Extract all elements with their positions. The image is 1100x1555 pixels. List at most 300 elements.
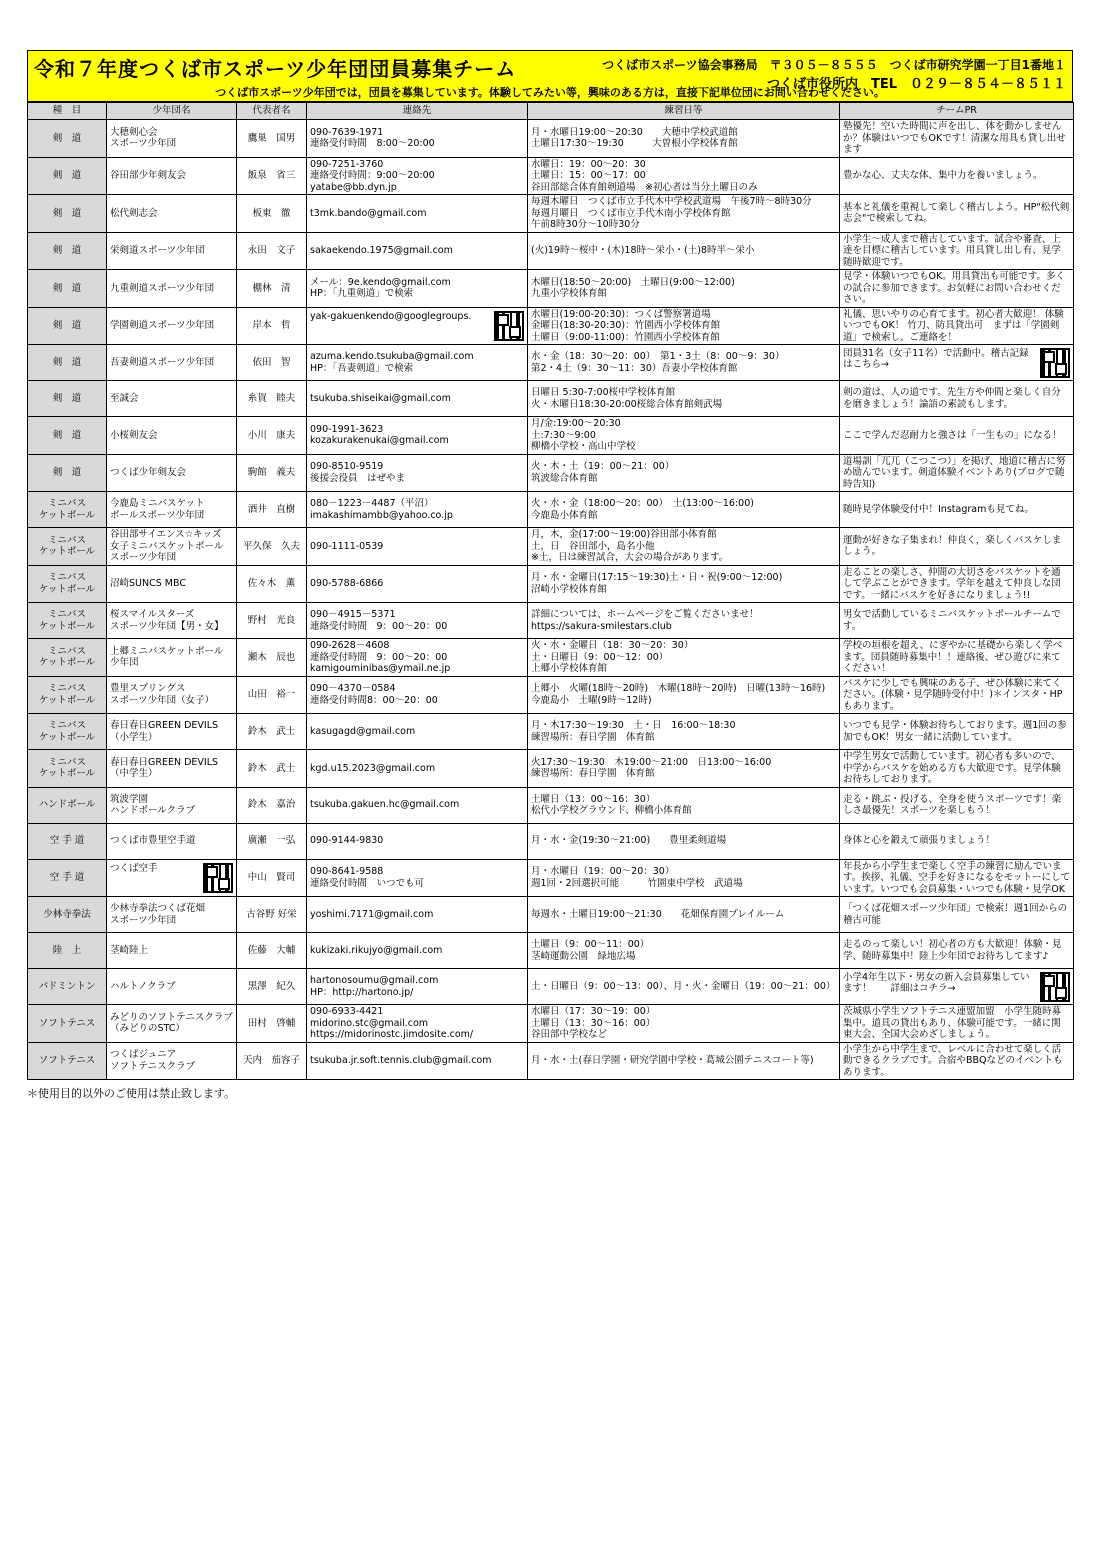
pr-cell [840,1005,1074,1043]
practice-cell [528,232,840,270]
qr-code-icon[interactable] [203,863,233,893]
rep-name: 鷹巣 国男 [247,132,296,144]
contact-cell [307,859,528,897]
contact-line: kgd.u15.2023@gmail.com [310,762,436,774]
pr-cell [840,1042,1074,1080]
table-row [28,933,1074,969]
contact-cell [307,823,528,859]
rep-name: 駒館 義夫 [247,467,296,478]
practice-cell [528,307,840,345]
contact-cell [307,897,528,933]
pr-cell [840,528,1074,566]
contact-line: yoshimi.7171@gmail.com [310,908,434,920]
pr-cell [840,897,1074,933]
rep-name: 酒井 直樹 [247,503,296,515]
table-row [28,823,1074,859]
practice-line: 土曜日：15：00～17：00 [531,170,646,181]
sport-cell [28,270,107,308]
team-name: ハルトノクラブ [110,980,176,992]
sport-label: 空 手 道 [49,872,85,883]
pr-cell [840,676,1074,714]
sport-label: ミニバス [47,683,86,695]
sport-cell [28,492,107,528]
sport-label: 剣 道 [52,132,82,144]
sport-cell [28,528,107,566]
table-row [28,157,1074,195]
rep-name: 鈴木 武士 [247,762,296,774]
sport-label: ミニバス [47,720,86,731]
rep-name: 平久保 久夫 [242,540,300,552]
contact-cell [307,345,528,381]
practice-cell [528,195,840,233]
pr-text: 中学生男女で活動しています。初心者も多いので、中学からバスケを始める方も大歓迎です。見学体験お待ちしております。 [843,751,1061,785]
contact-cell [307,195,528,233]
contact-cell [307,1005,528,1043]
pr-text: いつでも見学・体験お待ちしております。週1回の参加でもOK！男女一緒に活動しています。 [843,720,1067,743]
team-name: スポーツ少年団【男・女】 [110,620,224,632]
rep-name: 廣瀬 一弘 [247,835,296,847]
contact-cell [307,787,528,823]
table-row [28,345,1074,381]
contact-line: 080－1223－4487（平沼） [310,498,434,509]
practice-line: 月/金:19:00～20:30 [531,418,621,429]
practice-line: 上郷小 火曜(18時～20時) 木曜(18時～20時) 日曜(13時～16時) [531,683,826,695]
contact-line: 090-7251-3760 [310,158,384,170]
team-name: 栄剣道スポーツ少年団 [110,245,205,256]
team-cell [107,897,237,933]
rep-name: 古谷野 好栄 [246,908,297,920]
rep-cell [237,933,307,969]
team-name: 筑波学園 [110,793,149,805]
pr-cell [840,195,1074,233]
team-name: みどりのソフトテニスクラブ [110,1011,233,1023]
rep-name: 鈴木 武士 [247,725,296,737]
rep-cell [237,565,307,603]
contact-cell [307,270,528,308]
team-cell [107,603,237,639]
pr-cell [840,565,1074,603]
practice-line: 土，日 谷田部小，島名小他 [531,540,655,552]
team-name: スポーツ少年団（女子） [110,694,215,706]
sport-cell [28,750,107,788]
sport-label: 剣 道 [52,282,82,294]
sport-label: 剣 道 [52,392,82,404]
office-address: つくば市スポーツ協会事務局 〒３０５－８５５５ つくば市研究学園一丁目1番地１ [602,58,1066,72]
sport-label: ミニバス [47,572,86,584]
contact-cell [307,750,528,788]
team-cell [107,1042,237,1080]
pr-text: 剣の道は、人の道です。先生方や仲間と楽しく自分を磨きましょう！論語の素読もします。 [843,387,1061,410]
contact-line: kozakurakenukai@gmail.com [310,435,449,447]
sport-label: ケットボール [38,768,96,780]
pr-text: 小学生から中学生まで、レベルに合わせて楽しく活動できるクラブです。合宿やBBQなどのイベントもあります。 [843,1043,1063,1078]
practice-line: 月・水・金曜日(17:15～19:30)土・日・祝(9:00～12:00) [531,572,783,584]
contact-line: yak-gakuenkendo@googlegroups. [310,310,472,322]
practice-cell [528,492,840,528]
practice-line: 今鹿島小 土曜(9時～12時) [531,694,652,706]
col-header-sport: 種 目 [28,103,107,120]
sport-label: ケットボール [38,509,96,521]
col-header-practice: 練習日等 [528,103,840,120]
sport-label: ケットボール [38,546,96,558]
contact-line: kamigouminibas@ymail.ne.jp [310,663,451,674]
rep-cell [237,1005,307,1043]
sport-label: 剣 道 [52,356,82,368]
rep-name: 野村 光良 [247,614,296,626]
team-name: 茎崎陸上 [110,944,149,956]
practice-line: 日曜日 5:30-7:00桜中学校体育館 [531,387,676,398]
team-cell [107,859,237,897]
team-cell [107,969,237,1005]
practice-line: 土曜日（13：30～16：00） [531,1017,656,1029]
contact-cell [307,676,528,714]
practice-line: 月・水・土(春日学園・研究学園中学校・葛城公園テニスコート等) [531,1055,814,1066]
pr-text: バスケに少しでも興味のある子、ぜひ体験に来てください。(体験・見学随時受付中！)＊インスタ・HPもあります。 [843,677,1063,712]
pr-cell [840,492,1074,528]
contact-line: tsukuba.gakuen.hc@gmail.com [310,799,460,811]
contact-line: 090-8510-9519 [310,461,384,473]
team-cell [107,381,237,417]
contact-cell [307,157,528,195]
pr-cell [840,750,1074,788]
team-name: 春日春日GREEN DEVILS [110,756,219,768]
rep-cell [237,270,307,308]
pr-text: 運動が好きな子集まれ！仲良く，楽しくバスケしましょう。 [843,534,1062,558]
sport-cell [28,714,107,750]
practice-cell [528,417,840,455]
contact-cell [307,714,528,750]
sport-cell [28,157,107,195]
team-name: （中学生） [110,768,158,780]
practice-line: 沼崎小学校体育館 [531,583,608,595]
practice-line: 谷田部中学校など [531,1029,608,1040]
team-cell [107,120,237,158]
team-cell [107,195,237,233]
team-name: 谷田部サイエンス☆キッズ [110,529,222,540]
team-name: 今鹿島ミニバスケット [110,498,205,509]
practice-line: 月・水曜日19:00～20:30 大穂中学校武道館 [531,126,738,138]
practice-cell [528,823,840,859]
recruitment-sheet [27,50,1073,1080]
contact-cell [307,492,528,528]
team-name: つくばジュニア [110,1049,177,1061]
page-title: 令和７年度つくば市スポーツ少年団団員募集チーム [34,57,517,81]
team-table [27,102,1074,1080]
pr-cell [840,823,1074,859]
pr-cell [840,933,1074,969]
team-name: つくば空手 [110,862,158,874]
team-cell [107,1005,237,1043]
team-cell [107,492,237,528]
pr-text: 随時見学体験受付中！Instagramも見てね。 [843,503,1034,515]
rep-cell [237,969,307,1005]
rep-cell [237,454,307,492]
team-name: スポーツ少年団 [110,914,177,926]
team-name: 女子ミニバスケットボール [110,540,224,552]
sport-cell [28,823,107,859]
sport-cell [28,787,107,823]
contact-line: 連絡受付時間：9:00～20:00 [310,170,435,181]
team-name: ハンドボールクラブ [110,805,196,816]
team-name: スポーツ少年団 [110,552,177,563]
col-header-rep: 代表者名 [237,103,307,120]
team-cell [107,528,237,566]
rep-cell [237,1042,307,1080]
practice-cell [528,454,840,492]
rep-name: 佐々木 薫 [247,578,296,589]
team-name: 至誠会 [110,392,139,404]
team-cell [107,232,237,270]
team-cell [107,454,237,492]
contact-line: t3mk.bando@gmail.com [310,207,427,219]
team-cell [107,933,237,969]
pr-text: 小学生～成人まで稽古しています。試合や審査、上達を目標に稽古しています。用具貸し出し有、見学随時歓迎です。 [843,233,1061,268]
sport-label: 剣 道 [52,429,82,441]
practice-cell [528,933,840,969]
sport-cell [28,603,107,639]
contact-line: tsukuba.jr.soft.tennis.club@gmail.com [310,1055,492,1066]
practice-line: ※土，日は練習試合，大会の場合があります。 [531,552,729,563]
rep-cell [237,897,307,933]
practice-line: 火・水・金曜日（18：30～20：30） [531,640,694,651]
team-name: スポーツ少年団 [110,138,177,150]
practice-line: 土曜日17:30～19:30 大曽根小学校体育館 [531,138,738,150]
contact-line: 後援会役員 はぜやま [310,472,406,484]
table-row [28,232,1074,270]
sport-cell [28,565,107,603]
table-row [28,1005,1074,1043]
sport-label: 剣 道 [52,320,82,331]
pr-cell [840,120,1074,158]
practice-line: 午前8時30分～10時30分 [531,219,640,230]
table-row [28,565,1074,603]
pr-text: 豊かな心、丈夫な体、集中力を養いましょう。 [843,170,1043,181]
qr-code-icon[interactable] [1040,348,1070,378]
contact-line: 連絡受付時間8：00～20：00 [310,694,438,706]
contact-cell [307,639,528,677]
recruit-notice: つくば市スポーツ少年団では，団員を募集しています。体験してみたい等，興味のある方は，直接下記単位団にお問い合わせください。 [215,86,885,99]
contact-cell [307,528,528,566]
rep-cell [237,676,307,714]
contact-line: 連絡受付時間 9：00～20：00 [310,620,448,632]
team-cell [107,823,237,859]
team-cell [107,714,237,750]
sport-cell [28,417,107,455]
team-cell [107,345,237,381]
contact-cell [307,417,528,455]
practice-line: https://sakura-smilestars.club [531,620,672,632]
practice-line: 土・日曜日（9：00～13：00）、月・火・金曜日（19：00～21：00） [531,980,836,992]
qr-code-icon[interactable] [494,311,524,341]
rep-name: 岸本 哲 [252,320,291,331]
rep-name: 棚林 清 [252,282,291,294]
contact-cell [307,969,528,1005]
practice-line: 松代小学校グラウンド、柳橋小体育館 [531,805,692,816]
team-name: 小桜剣友会 [110,429,158,441]
sport-label: ミニバス [47,756,86,768]
contact-line: HP：http://hartono.jp/ [310,986,414,998]
practice-line: 土曜日（13：00～16：30） [531,793,656,805]
team-cell [107,307,237,345]
practice-cell [528,787,840,823]
sport-label: ソフトテニス [38,1017,96,1029]
team-name: 桜スマイルスターズ [110,609,195,620]
practice-line: 毎週木曜日 つくば市立手代木中学校武道場 午後7時～8時30分 [531,196,812,207]
table-row [28,381,1074,417]
practice-line: 金曜日(18:30-20:30)：竹園西小学校体育館 [531,320,721,331]
rep-cell [237,195,307,233]
team-name: 春日春日GREEN DEVILS [110,720,219,731]
table-row [28,1042,1074,1080]
team-name: 松代剣志会 [110,207,158,219]
pr-cell [840,345,1074,381]
sport-cell [28,897,107,933]
contact-line: 090－4370－0584 [310,683,396,695]
sport-label: 剣 道 [52,467,82,478]
contact-line: imakashimambb@yahoo.co.jp [310,509,453,521]
rep-cell [237,750,307,788]
table-row [28,969,1074,1005]
table-row [28,750,1074,788]
team-name: 少年団 [110,657,139,669]
rep-cell [237,120,307,158]
practice-line: 今鹿島小体育館 [531,509,598,521]
practice-line: 第2・4土（9：30～11：30）吾妻小学校体育館 [531,362,738,374]
practice-line: 毎週月曜日 つくば市立手代木南小学校体育館 [531,207,731,219]
sport-cell [28,933,107,969]
contact-cell [307,603,528,639]
contact-line: yatabe@bb.dyn.jp [310,181,397,193]
practice-line: (火)19時～桜中・(木)18時～栄小・(土)8時半～栄小 [531,245,755,256]
table-row [28,120,1074,158]
practice-line: 九重小学校体育館 [531,288,608,300]
pr-cell [840,381,1074,417]
team-cell [107,417,237,455]
practice-cell [528,639,840,677]
pr-cell [840,603,1074,639]
table-header-row [28,103,1074,120]
sport-cell [28,1005,107,1043]
practice-cell [528,603,840,639]
contact-line: メール：9e.kendo@gmail.com [310,276,451,288]
sport-label: 陸 上 [52,944,82,956]
contact-cell [307,307,528,345]
col-header-contact: 連絡先 [307,103,528,120]
practice-line: 柳橋小学校・高山中学校 [531,441,636,452]
pr-cell [840,157,1074,195]
pr-text: 身体と心を鍛えて頑張りましょう！ [843,835,996,847]
practice-line: 毎週水・土曜日19:00～21:30 花畑保育園プレイルーム [531,908,785,920]
team-name: つくば少年剣友会 [110,467,187,478]
sport-label: ミニバス [47,609,86,620]
contact-line: HP：「九重剣道」で検索 [310,288,414,300]
team-name: （みどりのSTC） [110,1023,185,1035]
sport-cell [28,307,107,345]
rep-cell [237,823,307,859]
team-cell [107,639,237,677]
rep-cell [237,859,307,897]
pr-cell [840,232,1074,270]
contact-line: 090-9144-9830 [310,835,384,847]
team-name: ボールスポーツ少年団 [110,509,205,521]
sport-label: 剣 道 [52,170,82,181]
col-header-pr: チームPR [840,103,1074,120]
contact-cell [307,381,528,417]
contact-line: 090-1111-0539 [310,540,384,552]
pr-text: 走るのって楽しい！初心者の方も大歓迎！体験・見学、随時募集中！陸上少年団でお待ちしてます♪ [843,939,1062,962]
rep-name: 田村 啓輔 [247,1017,296,1029]
contact-line: midorino.stc@gmail.com [310,1017,429,1029]
sport-label: ハンドボール [38,799,96,811]
contact-cell [307,454,528,492]
pr-text: 「つくば花畑スポーツ少年団」で検索！週1回からの稽古可能 [843,903,1068,926]
rep-name: 黒澤 紀久 [247,980,296,992]
sport-label: バドミントン [38,980,96,992]
contact-line: HP：「吾妻剣道」で検索 [310,362,414,374]
rep-name: 依田 智 [252,356,291,368]
pr-text: 道場訓「兀兀（こつこつ）」を掲げ、地道に稽古に努め励んでいます。剣道体験イベントあり(ブログで随時告知) [843,455,1066,490]
sport-label: ケットボール [38,583,96,595]
team-cell [107,787,237,823]
sport-label: 剣 道 [52,207,82,219]
contact-line: tsukuba.shiseikai@gmail.com [310,392,451,404]
pr-text: 走る・跳ぶ・投げる、全身を使うスポーツです！楽しさ最優先！スポーツを楽しもう！ [843,793,1062,816]
practice-cell [528,381,840,417]
contact-cell [307,120,528,158]
contact-line: hartonosoumu@gmail.com [310,975,439,986]
rep-cell [237,345,307,381]
pr-cell [840,787,1074,823]
practice-cell [528,120,840,158]
sport-label: ソフトテニス [38,1055,96,1066]
rep-name: 飯泉 省三 [247,170,296,181]
team-cell [107,157,237,195]
contact-line: 連絡受付時間 9：00～20：00 [310,651,448,663]
practice-line: 木曜日(18:50～20:00) 土曜日(9:00～12:00) [531,276,735,288]
contact-line: 連絡受付時間 8:00～20:00 [310,138,435,150]
pr-cell [840,639,1074,677]
pr-text: 団員31名（女子11名）で活動中。稽古記録はこちら→ [843,347,1029,370]
qr-code-icon[interactable] [1040,972,1070,1002]
contact-line: kukizaki.rikujyo@gmail.com [310,944,443,956]
practice-line: 上郷小学校体育館 [531,663,608,674]
rep-cell [237,714,307,750]
practice-line: 土曜日（9：00～11：00） [531,939,650,950]
rep-name: 永田 文子 [247,245,296,256]
practice-line: 月・水曜日（19：00～20：30） [531,866,675,878]
sport-cell [28,454,107,492]
team-name: 谷田部少年剣友会 [110,170,187,181]
table-row [28,859,1074,897]
team-name: 豊里スプリングス [110,683,186,695]
pr-text: 礼儀、思いやりの心育てます。初心者大歓迎！ 体験いつでもOK！ 竹刀、防具貸出可 まずは「学園剣道」で検索し、ご連絡を！ [843,308,1064,343]
contact-line: 090-5788-6866 [310,578,384,589]
rep-cell [237,528,307,566]
team-cell [107,676,237,714]
team-cell [107,565,237,603]
contact-cell [307,565,528,603]
sport-label: ミニバス [47,645,86,657]
practice-line: 練習場所：春日学園 体育館 [531,768,655,780]
sport-label: ケットボール [38,657,96,669]
sport-cell [28,345,107,381]
practice-cell [528,969,840,1005]
rep-name: 佐藤 大輔 [247,944,296,956]
practice-cell [528,897,840,933]
sport-cell [28,639,107,677]
practice-line: 月・木17:30～19:30 土・日 16:00～18:30 [531,720,736,731]
rep-name: 糸賀 睦夫 [247,392,296,404]
